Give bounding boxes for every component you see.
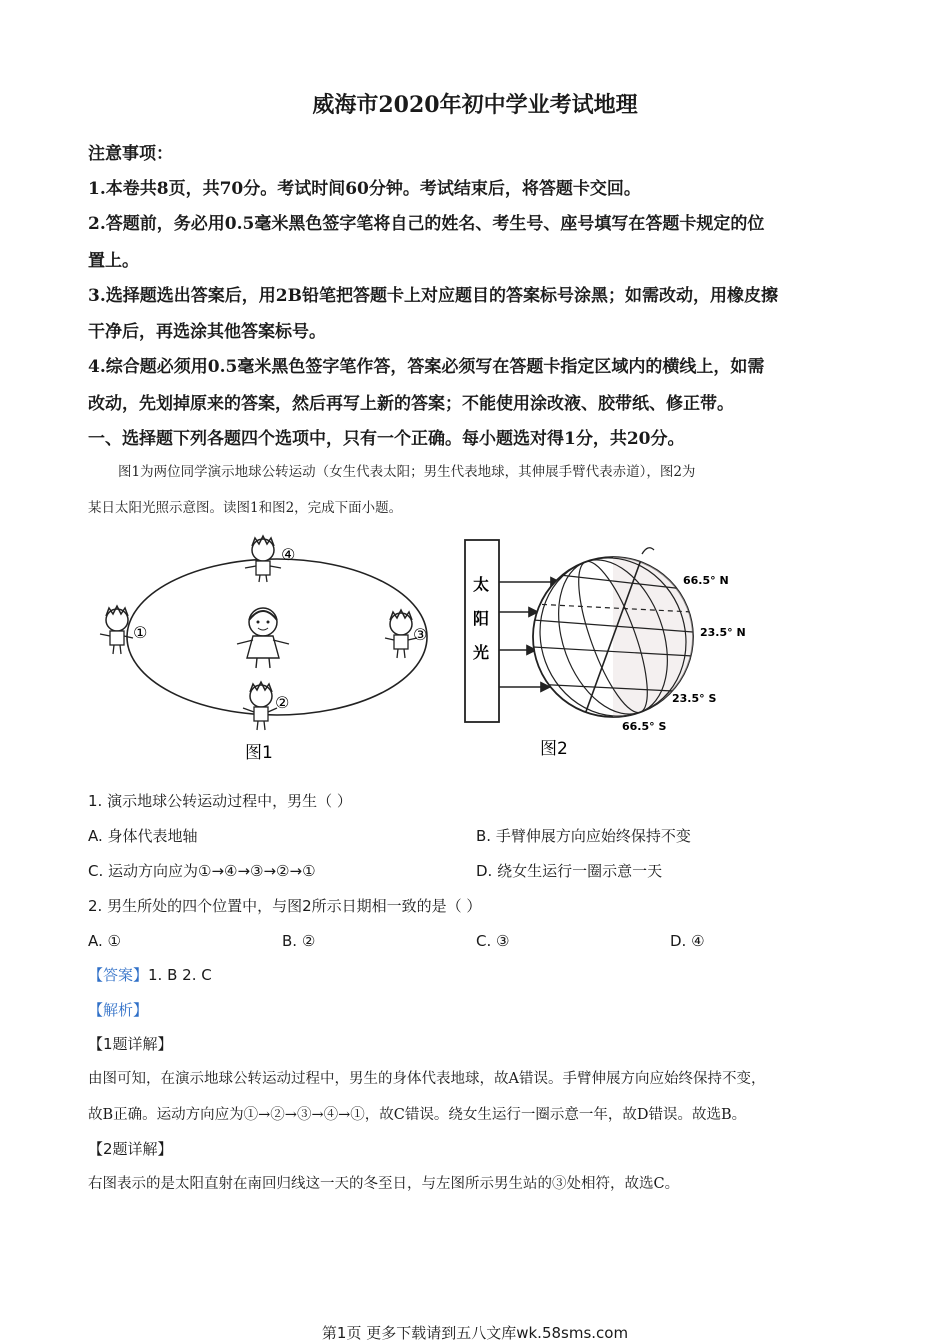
notice-line: 置上。	[88, 251, 139, 271]
page-footer: 第1页 更多下载请到五八文库wk.58sms.com	[321, 1324, 629, 1342]
latitude-label: 66.5° S	[622, 720, 667, 733]
question-2-option-b: B. ②	[282, 932, 316, 950]
latitude-label: 23.5° N	[700, 626, 746, 639]
answer-value: 1. B 2. C	[148, 966, 212, 984]
notice-line: 2.答题前，务必用0.5毫米黑色签字笔将自己的姓名、考生号、座号填写在答题卡规定的位	[88, 214, 765, 234]
position-label: ③	[413, 625, 428, 644]
question-1-option-c: C. 运动方向应为①→④→③→②→①	[88, 862, 316, 880]
notice-line: 1.本卷共8页，共70分。考试时间60分钟。考试结束后，将答题卡交回。	[88, 179, 641, 199]
notice-line: 改动，先划掉原来的答案，然后再写上新的答案；不能使用涂改液、胶带纸、修正带。	[88, 394, 734, 414]
question-2-option-c: C. ③	[476, 932, 510, 950]
question-2-stem: 2. 男生所处的四个位置中，与图2所示日期相一致的是（ ）	[88, 897, 482, 915]
analysis-label: 【解析】	[88, 1001, 149, 1019]
position-label: ①	[133, 623, 148, 642]
figure-1-orbit	[95, 532, 455, 767]
question-1-option-a: A. 身体代表地轴	[88, 827, 198, 845]
notice-line: 3.选择题选出答案后，用2B铅笔把答题卡上对应题目的答案标号涂黑；如需改动，用橡皮擦	[88, 286, 778, 306]
globe-icon	[518, 537, 708, 737]
question-1-option-d: D. 绕女生运行一圈示意一天	[476, 862, 663, 880]
detail-2-line: 右图表示的是太阳直射在南回归线这一天的冬至日，与左图所示男生站的③处相符，故选C。	[88, 1176, 680, 1192]
answer-line	[88, 964, 212, 986]
intro-line: 图1为两位同学演示地球公转运动（女生代表太阳；男生代表地球，其伸展手臂代表赤道），图2为	[118, 464, 696, 480]
detail-2-heading: 【2题详解】	[88, 1140, 173, 1158]
answer-label: 【答案】	[88, 966, 149, 984]
sun-label-char: 光	[473, 643, 490, 662]
sun-label-char: 太	[473, 575, 490, 594]
latitude-label: 66.5° N	[683, 574, 729, 587]
notice-heading: 注意事项：	[88, 144, 173, 164]
notice-line: 干净后，再选涂其他答案标号。	[88, 322, 326, 342]
sun-label-char: 阳	[473, 609, 490, 628]
section-heading: 一、选择题下列各题四个选项中，只有一个正确。每小题选对得1分，共20分。	[88, 429, 685, 449]
position-label: ②	[275, 693, 290, 712]
page-title: 威海市2020年初中学业考试地理	[312, 92, 638, 118]
question-2-option-d: D. ④	[670, 932, 705, 950]
position-label: ④	[281, 545, 296, 564]
intro-line: 某日太阳光照示意图。读图1和图2，完成下面小题。	[88, 500, 403, 516]
latitude-label: 23.5° S	[672, 692, 717, 705]
detail-1-line: 故B正确。运动方向应为①→②→③→④→①，故C错误。绕女生运行一圈示意一年，故D错误。故选B。	[88, 1107, 747, 1123]
detail-1-line: 由图可知，在演示地球公转运动过程中，男生的身体代表地球，故A错误。手臂伸展方向应始终保持不变，	[88, 1071, 766, 1087]
figure-2-sunlight	[460, 532, 790, 767]
detail-1-heading: 【1题详解】	[88, 1035, 173, 1053]
question-1-option-b: B. 手臂伸展方向应始终保持不变	[476, 827, 691, 845]
figure-2-caption: 图2	[540, 739, 568, 759]
notice-line: 4.综合题必须用0.5毫米黑色签字笔作答，答案必须写在答题卡指定区域内的横线上，如需	[88, 357, 765, 377]
question-1-stem: 1. 演示地球公转运动过程中，男生（ ）	[88, 792, 352, 810]
figure-1-caption: 图1	[245, 743, 273, 763]
girl-figure-icon	[237, 608, 289, 668]
question-2-option-a: A. ①	[88, 932, 121, 950]
boy-figure-icon	[243, 682, 277, 730]
